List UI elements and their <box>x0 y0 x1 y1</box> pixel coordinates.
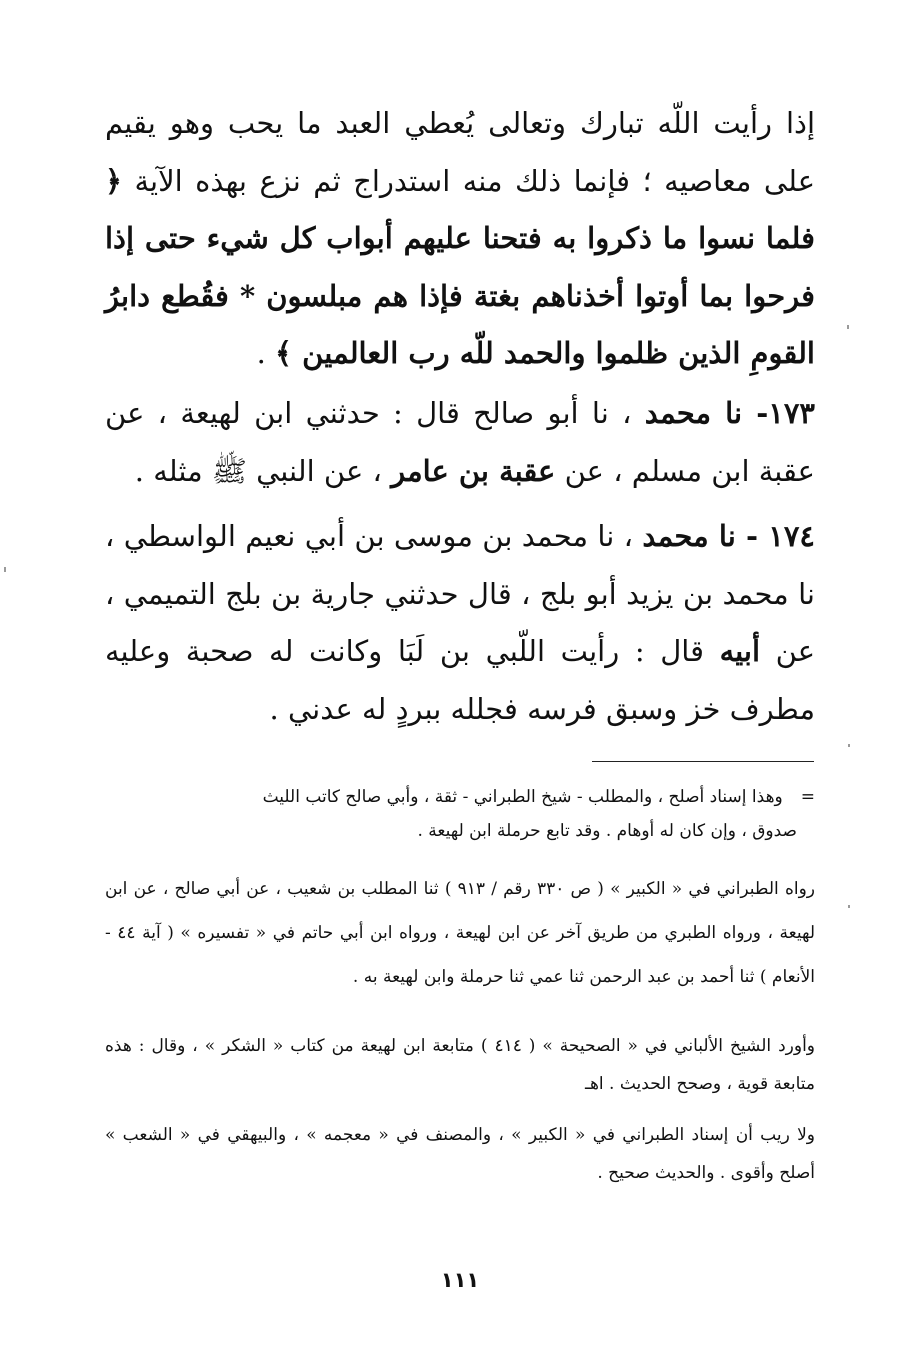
scan-speck <box>848 744 850 747</box>
hadith-text-end: قال : رأيت اللّبي بن لَبَا وكانت له صحبة وعليه مطرف خز وسبق فرسه فجلله ببردٍ له عدني . <box>105 634 815 726</box>
footnote-text: رواه الطبراني في « الكبير » ( ص ٣٣٠ رقم / ٩١٣ ) ثنا المطلب بن شعيب ، عن أبي صالح ، عن ابن لهيعة ، ورواه الطبري من طريق آخر عن ابن لهيعة ، ورواه ابن أبي حاتم في « تفسيره » ( آية ٤٤ - الأنعام ) ثنا أحمد بن عبد الرحمن ثنا عمي ثنا حرملة وابن لهيعة به . <box>105 879 815 987</box>
footnote-text: ولا ريب أن إسناد الطبراني في « الكبير » ، والمصنف في « معجمه » ، والبيهقي في « الشعب » أصلح وأقوى . والحديث صحيح . <box>105 1125 815 1183</box>
paragraph-opening <box>105 95 815 383</box>
hadith-174 <box>105 508 815 738</box>
footnote-text: وأورد الشيخ الألباني في « الصحيحة » ( ٤١٤ ) متابعة ابن لهيعة من كتاب « الشكر » ، وقال : هذه متابعة قوية ، وصحح الحديث . اهـ <box>105 1036 816 1094</box>
scan-speck <box>847 325 849 329</box>
companion-name: عقبة بن عامر <box>391 453 556 488</box>
footnote-1 <box>105 780 815 848</box>
paragraph-intro: إذا رأيت اللّه تبارك وتعالى يُعطي العبد ما يحب وهو يقيم على معاصيه ؛ فإنما ذلك منه استدراج ثم نزع بهذه الآية <box>105 106 816 198</box>
narrator-father: أبيه <box>719 634 761 668</box>
paragraph-end: . <box>256 336 266 370</box>
continuation-mark: = <box>800 787 815 807</box>
footnote-divider <box>592 761 814 762</box>
footnote-line: وهذا إسناد أصلح ، والمطلب - شيخ الطبراني - ثقة ، وأبي صالح كاتب الليث <box>262 787 783 807</box>
hadith-text-end: ، عن النبي ﷺ مثله . <box>134 453 382 488</box>
hadith-text: ، نا أبو صالح قال : حدثني ابن لهيعة ، عن عقبة ابن مسلم ، عن <box>105 396 815 488</box>
footnote-4 <box>105 1116 815 1192</box>
footnote-2 <box>105 867 815 999</box>
hadith-number: ١٧٤ - نا محمد <box>642 519 816 553</box>
hadith-number: ١٧٣- نا محمد <box>644 396 815 430</box>
scan-speck <box>848 905 850 908</box>
hadith-text: ، نا محمد بن موسى بن أبي نعيم الواسطي ، نا محمد بن يزيد أبو بلج ، قال حدثني جارية بن بلج التميمي ، عن <box>105 519 815 668</box>
footnote-line: صدوق ، وإن كان له أوهام . وقد تابع حرملة ابن لهيعة . <box>417 821 797 841</box>
scan-speck <box>4 567 6 572</box>
footnote-3 <box>105 1027 815 1103</box>
quran-verse: ﴿ فلما نسوا ما ذكروا به فتحنا عليهم أبواب كل شيء حتى إذا فرحوا بما أوتوا أخذناهم بغتة فإذا هم مبلسون * فقُطع دابرُ القومِ الذين ظلموا والحمد للّه رب العالمين ﴾ <box>105 163 815 370</box>
hadith-173 <box>105 385 815 500</box>
page-number: ١١١ <box>440 1268 480 1292</box>
